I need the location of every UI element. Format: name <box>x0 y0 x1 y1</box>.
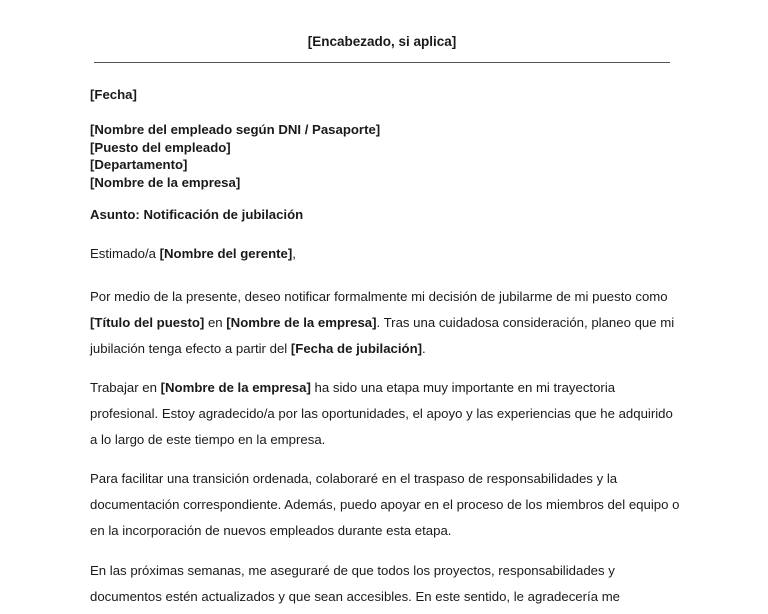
document-header: [Encabezado, si aplica] <box>307 34 457 49</box>
date-field: [Fecha] <box>90 87 137 102</box>
subject-line: Asunto: Notificación de jubilación <box>90 207 304 222</box>
greeting-prefix: Estimado/a <box>90 246 160 261</box>
recipient-name: [Nombre del empleado según DNI / Pasaporte] <box>90 122 381 137</box>
greeting-suffix: , <box>292 246 296 261</box>
paragraph-handover: En las próximas semanas, me aseguraré de que todos los proyectos, responsabilidades y documentos estén actualizados y que sean accesibles. En este sentido, le agradecería me <box>90 563 621 604</box>
recipient-position: [Puesto del empleado] <box>90 139 231 155</box>
retirement-date-placeholder: [Fecha de jubilación] <box>290 340 423 356</box>
recipient-department: [Departamento] <box>90 157 188 172</box>
p1-text-3: . Tras una cuidadosa consideración, planeo que mi jubilación tenga efecto a partir del <box>90 314 675 356</box>
manager-name: [Nombre del gerente] <box>159 246 293 261</box>
greeting <box>90 245 680 263</box>
recipient-company: [Nombre de la empresa] <box>90 174 241 190</box>
company-name-placeholder: [Nombre de la empresa] <box>160 380 311 395</box>
p1-text-1: Por medio de la presente, deseo notificar formalmente mi decisión de jubilarme de mi puesto como <box>90 289 668 304</box>
recipient-block <box>90 121 680 191</box>
p2-text-1: Trabajar en <box>90 380 161 395</box>
p1-text-4: . <box>422 340 426 356</box>
job-title-placeholder: [Título del puesto] <box>90 314 205 330</box>
company-name-placeholder: [Nombre de la empresa] <box>226 314 377 330</box>
p2-text-2: ha sido una etapa muy importante en mi trayectoria profesional. Estoy agradecido/a por las oportunidades, el apoyo y las experiencias que he adquirido a lo largo de este tiempo en la empresa. <box>90 380 673 447</box>
header-divider <box>94 62 670 63</box>
paragraph-retirement-notice <box>90 284 680 361</box>
paragraph-gratitude <box>90 375 680 452</box>
paragraph-transition: Para facilitar una transición ordenada, colaboraré en el traspaso de responsabilidades y la documentación correspondiente. Además, puedo apoyar en el proceso de los miembros del equipo o en la incorporación de nuevos empleados durante esta etapa. <box>90 471 680 538</box>
p1-text-2: en <box>204 314 227 330</box>
